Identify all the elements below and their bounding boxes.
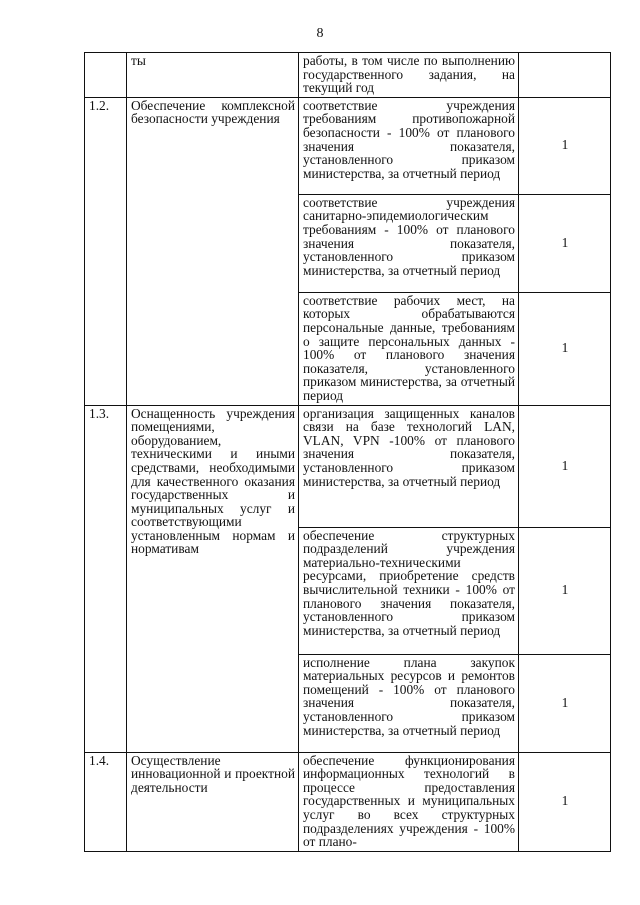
indicator-cell: соответствие учреждения санитарно-эпидемиологическим требованиям - 100% от планового значения показателя, установленного приказом министерства, за отчетный период bbox=[299, 194, 519, 292]
row-number: 1.3. bbox=[85, 405, 127, 752]
table-row bbox=[85, 405, 611, 527]
points-cell: 1 bbox=[519, 97, 611, 194]
table-row bbox=[85, 97, 611, 194]
criterion-cell: ты bbox=[127, 53, 299, 98]
indicator-cell: организация защищенных каналов связи на базе технологий LAN, VLAN, VPN -100% от планового значения показателя, установленного приказом министерства, за отчетный период bbox=[299, 405, 519, 527]
criteria-table bbox=[84, 52, 611, 852]
points-cell: 1 bbox=[519, 527, 611, 654]
table-row bbox=[85, 53, 611, 98]
indicator-cell: соответствие учреждения требованиям противопожарной безопасности - 100% от планового значения показателя, установленного приказом министерства, за отчетный период bbox=[299, 97, 519, 194]
page-number: 8 bbox=[316, 26, 324, 41]
table-row bbox=[85, 752, 611, 851]
row-number: 1.2. bbox=[85, 97, 127, 405]
indicator-cell: работы, в том числе по выполнению государственного задания, на текущий год bbox=[299, 53, 519, 98]
points-cell: 1 bbox=[519, 752, 611, 851]
points-cell bbox=[519, 53, 611, 98]
points-cell: 1 bbox=[519, 405, 611, 527]
points-cell: 1 bbox=[519, 654, 611, 752]
row-number bbox=[85, 53, 127, 98]
criterion-cell: Обеспечение комплексной безопасности учреждения bbox=[127, 97, 299, 405]
criterion-cell: Осуществление инновационной и проектной деятельности bbox=[127, 752, 299, 851]
indicator-cell: обеспечение структурных подразделений учреждения материально-техническими ресурсами, приобретение средств вычислительной техники - 100% от планового значения показателя, установленного приказом министерства, за отчетный период bbox=[299, 527, 519, 654]
indicator-cell: исполнение плана закупок материальных ресурсов и ремонтов помещений - 100% от планового значения показателя, установленного приказом министерства, за отчетный период bbox=[299, 654, 519, 752]
row-number: 1.4. bbox=[85, 752, 127, 851]
indicator-cell: соответствие рабочих мест, на которых обрабатываются персональные данные, требованиям о защите персональных данных - 100% от планового значения показателя, установленного приказом министерства, за отчетный период bbox=[299, 292, 519, 405]
points-cell: 1 bbox=[519, 292, 611, 405]
indicator-cell: обеспечение функционирования информационных технологий в процессе предоставления государственных и муниципальных услуг во всех структурных подразделениях учреждения - 100% от плано- bbox=[299, 752, 519, 851]
criterion-cell: Оснащенность учреждения помещениями, оборудованием, техническими и иными средствами, необходимыми для качественного оказания государственных и муниципальных услуг и соответствующими установленным нормам и нормативам bbox=[127, 405, 299, 752]
points-cell: 1 bbox=[519, 194, 611, 292]
